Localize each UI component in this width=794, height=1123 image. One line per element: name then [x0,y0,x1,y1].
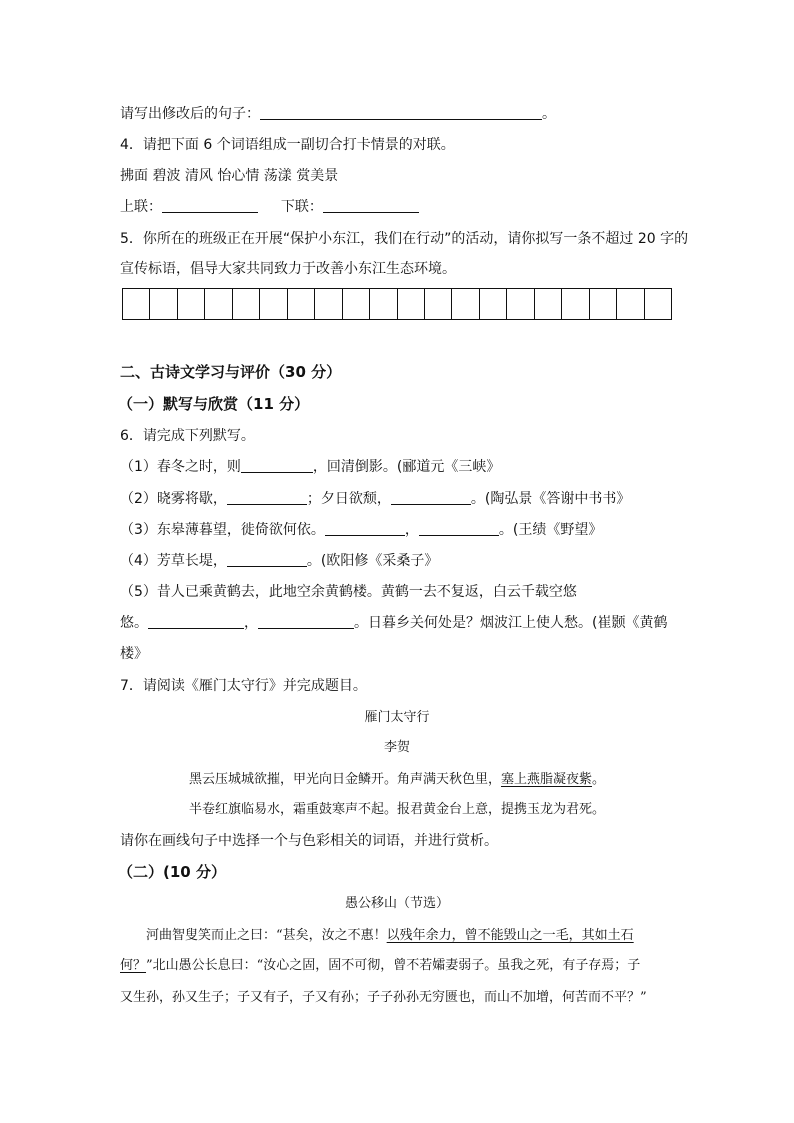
poem-line1-text: 黑云压城城欲摧，甲光向日金鳞开。角声满天秋色里， [188,772,501,787]
grid-cell[interactable] [370,289,397,319]
grid-cell[interactable] [535,289,562,319]
grid-cell[interactable] [507,289,534,319]
q3-answer-blank[interactable] [260,105,542,120]
poem-line2: 半卷红旗临易水，霜重鼓寒声不起。报君黄金台上意，提携玉龙为君死。 [188,802,605,817]
q6-2-text: （2）晓雾将歇， [120,491,227,507]
section2-sub1: （一）默写与欣赏（11 分） [118,395,310,413]
q6-item5-line1: （5）昔人已乘黄鹤去，此地空余黄鹤楼。黄鹤一去不复返，白云千载空悠 [120,584,577,600]
q6-item3 [120,520,602,540]
classical-underlined-b: 何？ [120,958,147,973]
q6-item2 [120,489,630,509]
q6-item5-line2 [120,613,667,633]
grid-cell[interactable] [562,289,589,319]
lower-couplet-blank[interactable] [323,198,419,213]
q6-2-mid: ；夕日欲颓， [306,491,391,507]
grid-cell[interactable] [590,289,617,319]
q6-2-blank-a[interactable] [227,490,307,505]
q6-4-source: 。(欧阳修《采桑子》 [306,553,439,569]
q6-3-blank-a[interactable] [325,521,405,536]
q4-words: 拂面 碧波 清风 怡心情 荡漾 赏美景 [120,168,339,184]
grid-cell[interactable] [315,289,342,319]
lower-couplet-label: 下联： [280,199,323,215]
q6-3-sep: ， [404,522,419,538]
grid-cell[interactable] [617,289,644,319]
grid-cell[interactable] [233,289,260,319]
q6-3-blank-b[interactable] [419,521,499,536]
classical-underlined-a: 以残年余力，曾不能毁山之一毛，其如土石 [386,928,634,943]
classical-line2-text: ”北山愚公长息曰：“汝心之固，固不可彻，曾不若孀妻弱子。虽我之死，有子存焉；子 [146,958,641,973]
grid-cell[interactable] [343,289,370,319]
q6-2-blank-b[interactable] [391,490,471,505]
upper-couplet-blank[interactable] [162,198,258,213]
grid-cell[interactable] [205,289,232,319]
q6-3-source: 。(王绩《野望》 [498,522,603,538]
q4-couplet-line [120,197,419,217]
q6-4-blank[interactable] [227,552,307,567]
classical-line2 [120,956,640,976]
q6-4-text: （4）芳草长堤， [120,553,227,569]
grid-cell[interactable] [150,289,177,319]
poem-line1-end: 。 [592,772,606,787]
q6-2-source: 。(陶弘景《答谢中书书》 [470,491,631,507]
q3-end: 。 [542,106,556,122]
q6-1-text: （1）春冬之时，则 [120,459,241,475]
classical-text-title: 愚公移山（节选） [344,896,449,911]
section2-title: 二、古诗文学习与评价（30 分） [120,363,342,381]
poem-line1 [0,770,794,790]
q6-1-blank[interactable] [241,458,313,473]
q3-line [120,104,556,124]
q5-line1: 5．你所在的班级正在开展“保护小东江，我们在行动”的活动，请你拟写一条不超过 20 字的 [120,231,689,247]
grid-cell[interactable] [425,289,452,319]
q4-question: 4．请把下面 6 个词语组成一副切合打卡情景的对联。 [120,137,455,153]
q6-3-text: （3）东皋薄暮望，徙倚欲何依。 [120,522,325,538]
grid-cell[interactable] [123,289,150,319]
q7-title: 7．请阅读《雁门太守行》并完成题目。 [120,678,367,694]
classical-line1-text: 河曲智叟笑而止之曰：“甚矣，汝之不惠！ [146,928,387,943]
classical-line3: 又生孙，孙又生子；子又有子，子又有孙；子子孙孙无穷匮也，而山不加增，何苦而不平？” [120,990,647,1005]
grid-cell[interactable] [480,289,507,319]
q6-5-blank-a[interactable] [148,614,244,629]
q6-item5-line3: 楼》 [120,646,148,662]
q6-1-source: ，回清倒影。(郦道元《三峡》 [312,459,501,475]
poem-author: 李贺 [383,740,410,755]
grid-cell[interactable] [398,289,425,319]
grid-cell[interactable] [178,289,205,319]
classical-line1 [146,926,634,946]
q6-5-sep: ， [244,615,258,631]
poem-title: 雁门太守行 [364,710,430,725]
upper-couplet-label: 上联： [120,199,162,215]
q6-5-cont: 悠。 [120,615,148,631]
grid-cell[interactable] [645,289,671,319]
q7-question: 请你在画线句子中选择一个与色彩相关的词语，并进行赏析。 [120,833,498,849]
grid-cell[interactable] [288,289,315,319]
grid-cell[interactable] [452,289,479,319]
poem-underlined-sentence: 塞上燕脂凝夜紫 [500,772,592,787]
q3-label: 请写出修改后的句子： [120,106,260,122]
q6-title: 6．请完成下列默写。 [120,428,255,444]
q6-item1 [120,457,500,477]
q6-5-blank-b[interactable] [258,614,354,629]
q6-5-tail: 。日暮乡关何处是？烟波江上使人愁。(崔颢《黄鹤 [354,615,668,631]
part2-title: （二）(10 分） [118,863,226,881]
grid-cell[interactable] [260,289,287,319]
q6-item4 [120,551,438,571]
q5-line2: 宣传标语，倡导大家共同致力于改善小东江生态环境。 [120,261,456,277]
slogan-answer-grid[interactable] [122,288,672,320]
